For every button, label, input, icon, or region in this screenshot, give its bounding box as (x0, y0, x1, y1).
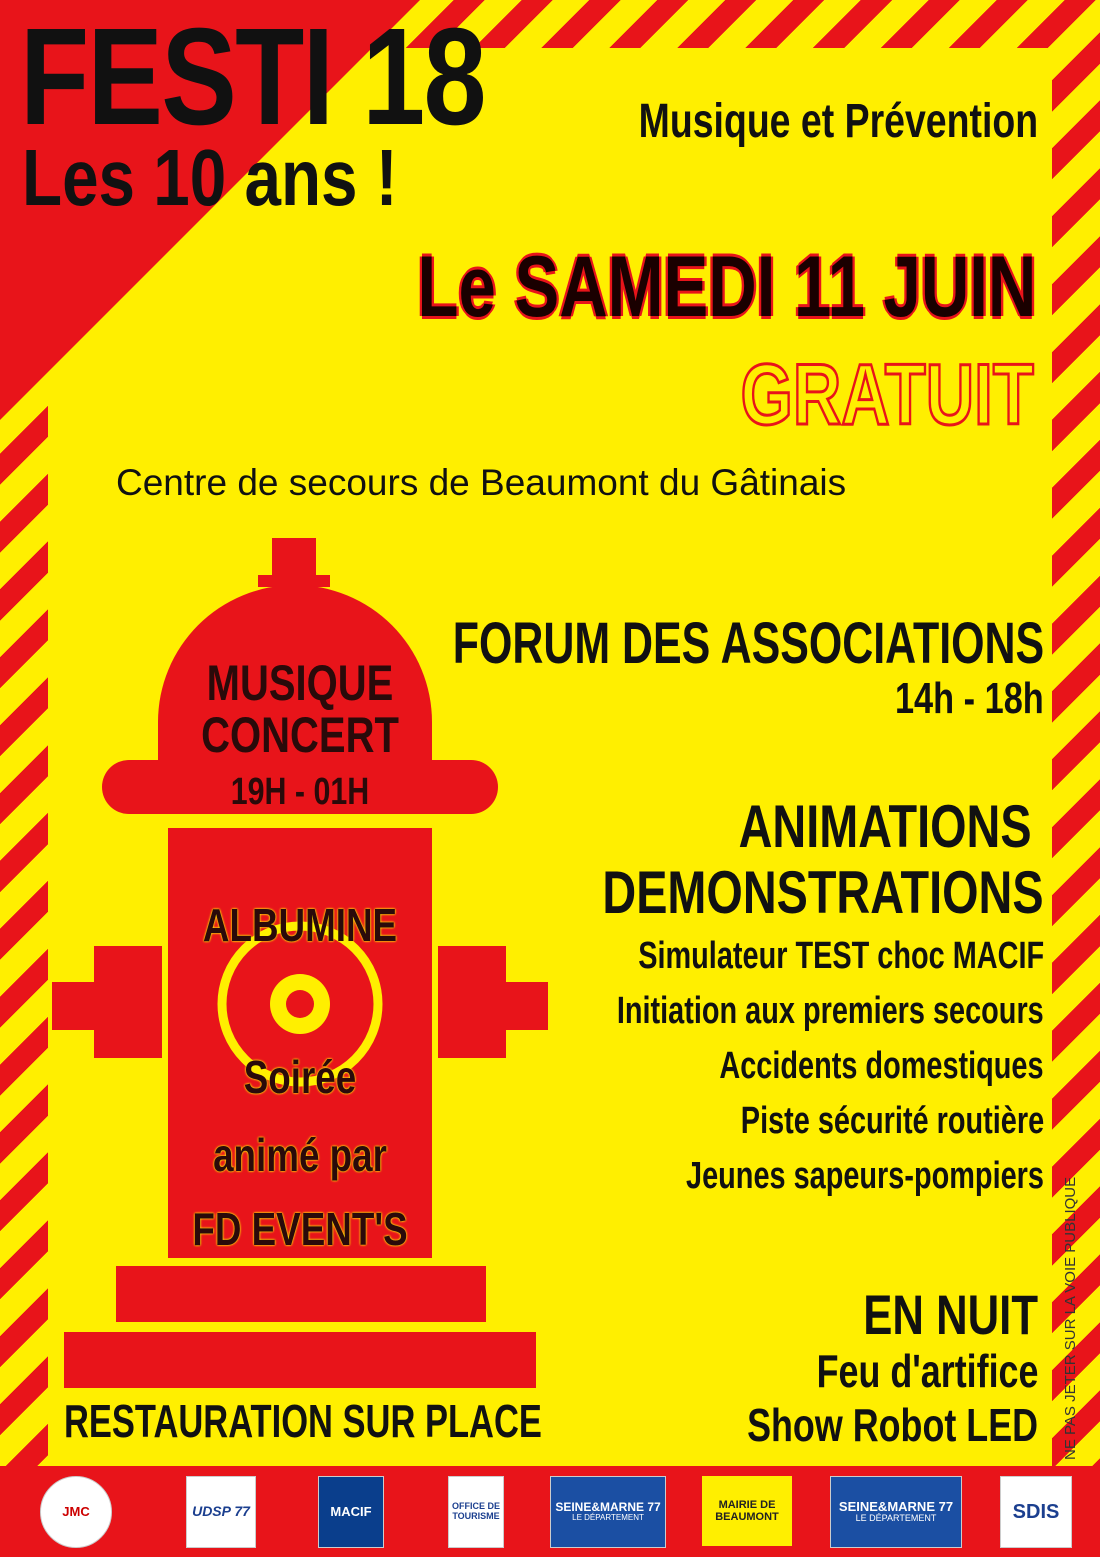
forum-hours: 14h - 18h (895, 674, 1044, 723)
seine-et-marne-logo: SEINE&MARNE 77 LE DÉPARTEMENT (830, 1476, 962, 1548)
price-badge: GRATUIT (740, 347, 1034, 443)
venue-text: Centre de secours de Beaumont du Gâtinais (116, 462, 847, 503)
restauration-text: RESTAURATION SUR PLACE (64, 1395, 542, 1447)
music-label: MUSIQUE (206, 655, 394, 711)
seine-et-marne-logo: SEINE&MARNE 77 LE DÉPARTEMENT (550, 1476, 666, 1548)
poster-title: FESTI 18 (20, 0, 485, 154)
jmc-logo: JMC (40, 1476, 112, 1548)
forum-title: FORUM DES ASSOCIATIONS (452, 611, 1044, 676)
demonstrations-title: DEMONSTRATIONS (602, 859, 1044, 926)
tagline: Musique et Prévention (638, 95, 1038, 148)
soiree-line-3: FD EVENT'S (192, 1203, 408, 1255)
concert-label: CONCERT (201, 707, 399, 763)
night-title: EN NUIT (863, 1283, 1038, 1346)
poster-subtitle: Les 10 ans ! (22, 133, 398, 222)
activity-item: Accidents domestiques (719, 1045, 1044, 1087)
concert-hours: 19H - 01H (230, 771, 370, 813)
animations-title: ANIMATIONS (739, 793, 1032, 860)
activity-item: Piste sécurité routière (740, 1100, 1044, 1142)
band-name: ALBUMINE (202, 899, 398, 951)
activity-item: Jeunes sapeurs-pompiers (686, 1155, 1044, 1197)
soiree-line-1: Soirée (243, 1051, 357, 1103)
macif-logo: MACIF (318, 1476, 384, 1548)
mairie-logo: MAIRIE DE BEAUMONT (702, 1476, 792, 1546)
event-date: Le SAMEDI 11 JUIN (417, 239, 1036, 335)
udsp-logo: UDSP 77 (186, 1476, 256, 1548)
office-tourisme-logo: OFFICE DE TOURISME (448, 1476, 504, 1548)
sdis-logo: SDIS (1000, 1476, 1072, 1548)
soiree-line-2: animé par (213, 1129, 387, 1181)
night-item-fireworks: Feu d'artifice (816, 1345, 1038, 1397)
night-item-robot: Show Robot LED (747, 1399, 1038, 1451)
activity-item: Initiation aux premiers secours (617, 990, 1044, 1032)
activity-item: Simulateur TEST choc MACIF (638, 935, 1044, 977)
disclaimer-text: NE PAS JETER SUR LA VOIE PUBLIQUE (1062, 1176, 1079, 1460)
